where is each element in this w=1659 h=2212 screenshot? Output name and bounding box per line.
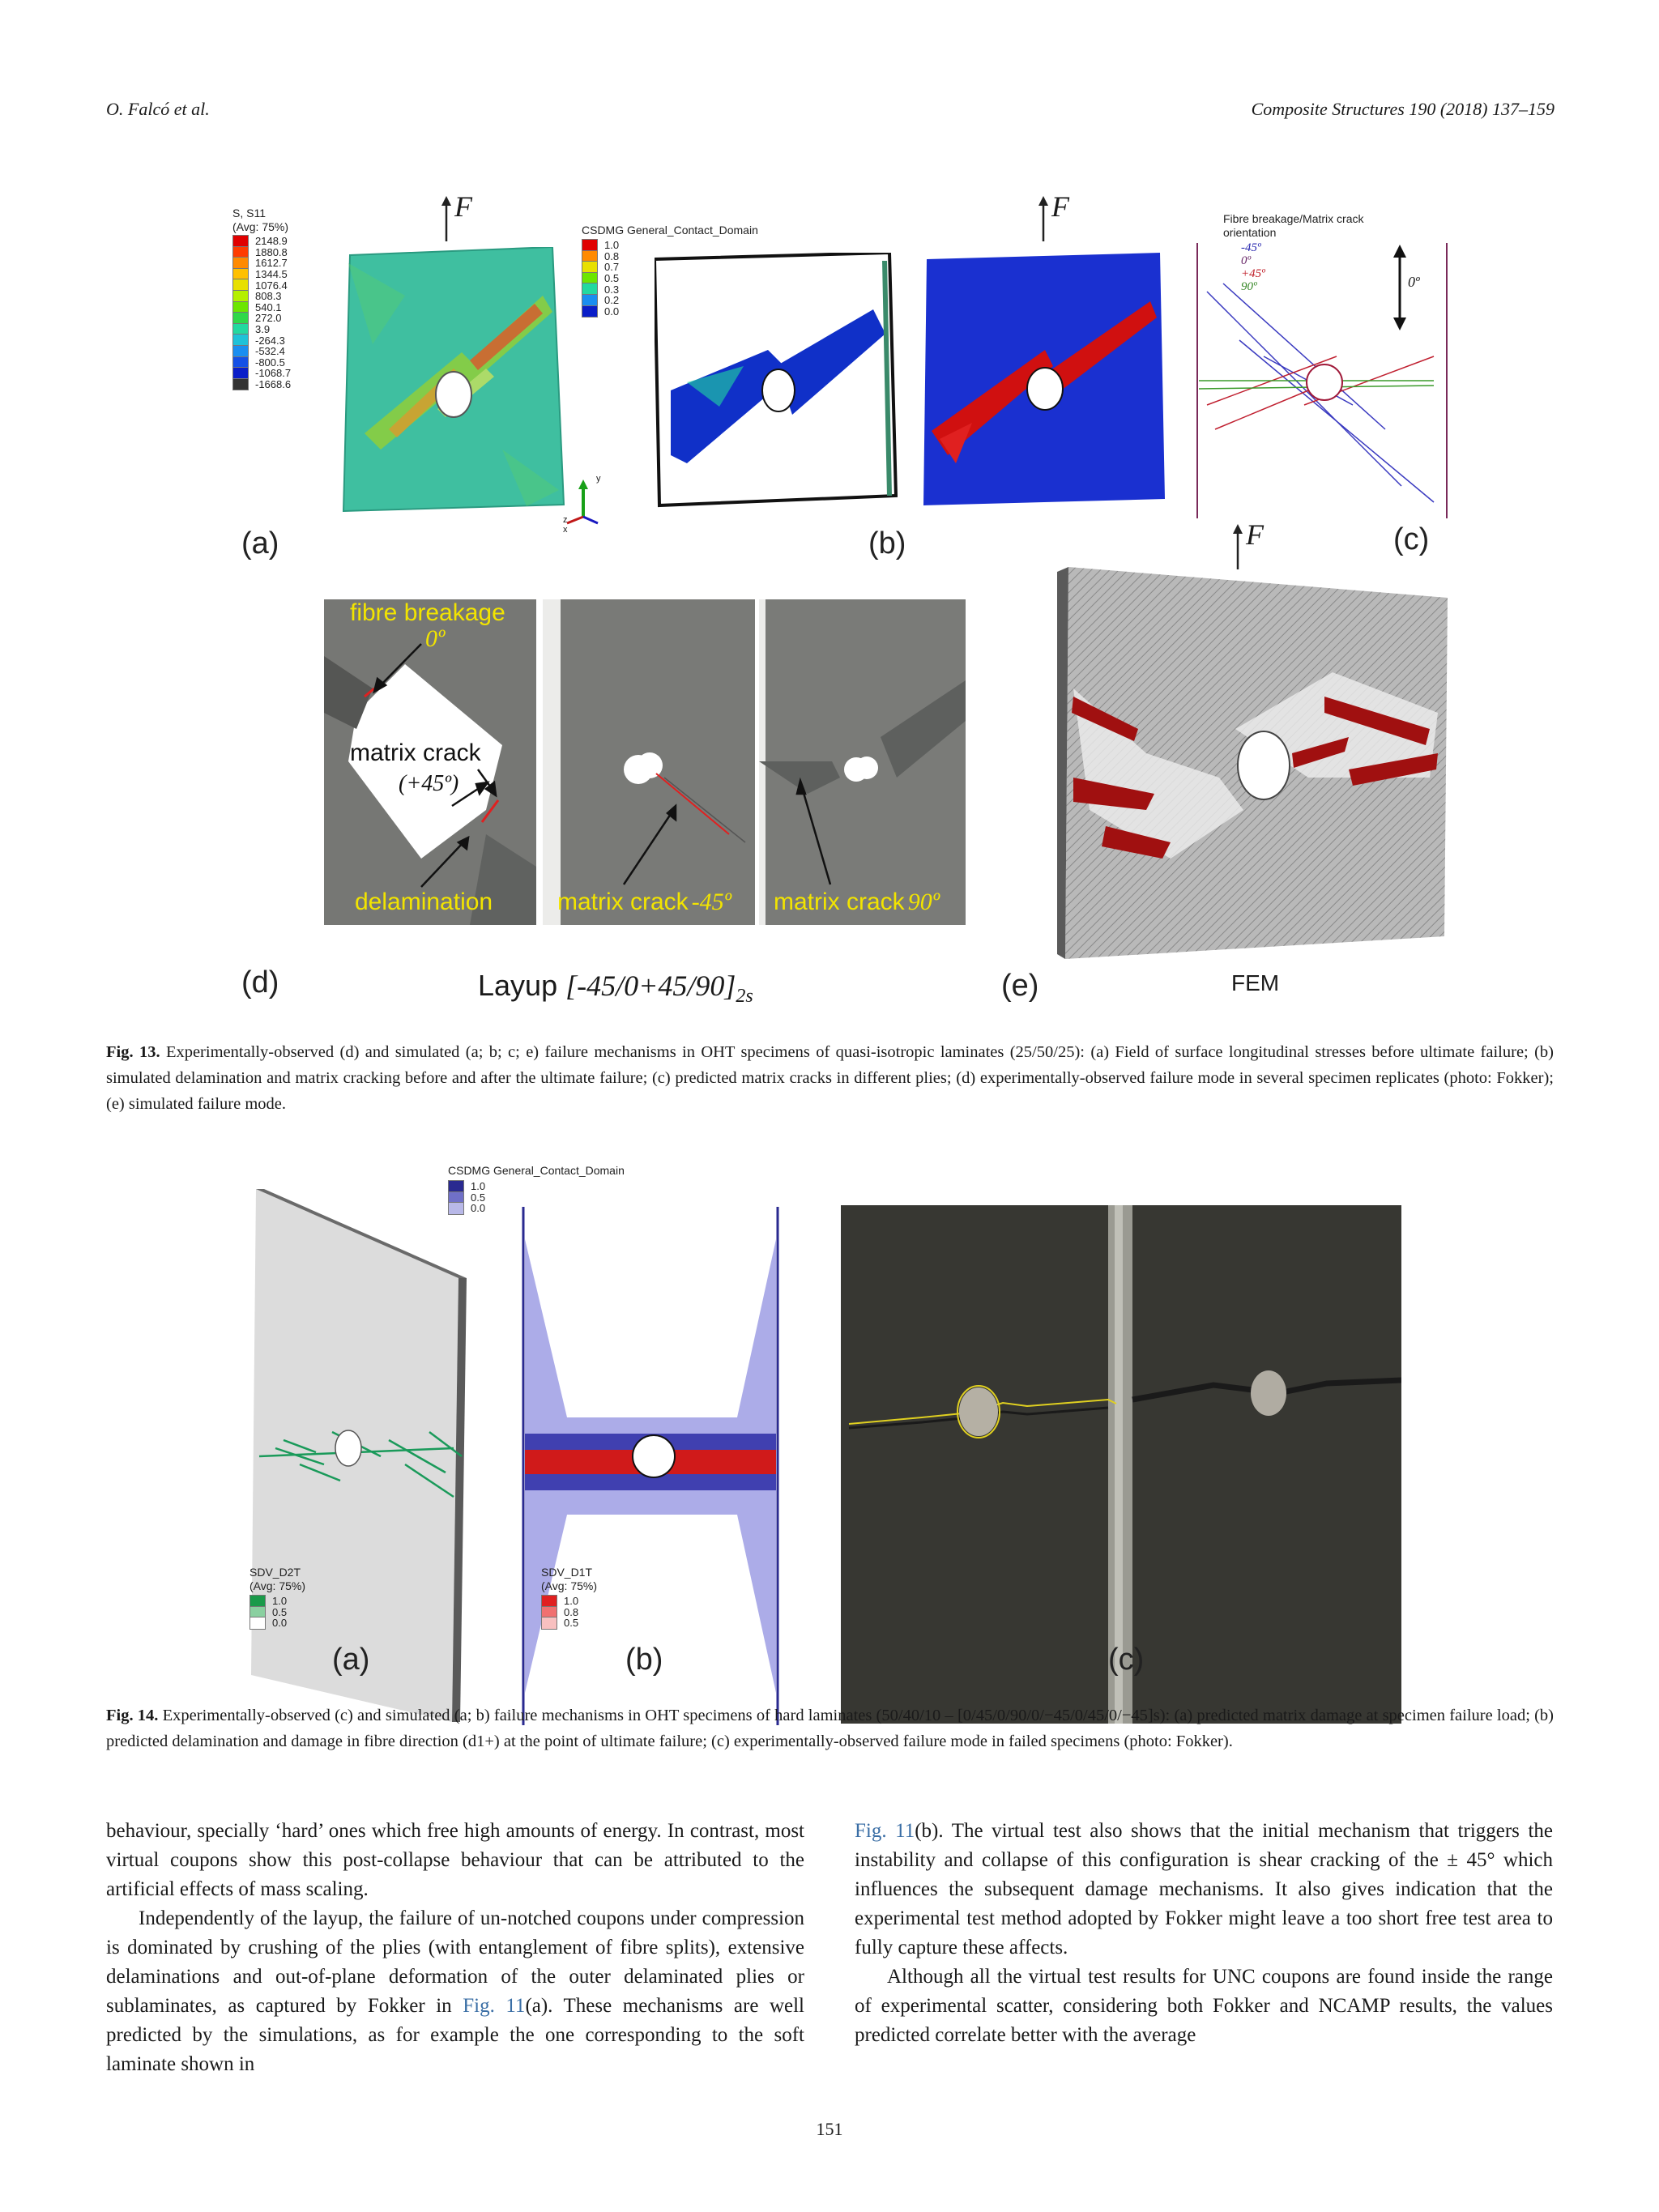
s11-legend-value: -532.4 [255, 345, 285, 358]
contact-legend-13-value: 0.3 [604, 283, 620, 296]
panel-b-after-failure-plate [923, 253, 1166, 510]
sdv-d1t-rows [541, 1596, 597, 1629]
contact-legend-14-value: 0.0 [471, 1202, 486, 1215]
layup-label [478, 969, 753, 1008]
fig11-link-right[interactable]: Fig. 11 [855, 1820, 915, 1842]
s11-legend-value: -800.5 [255, 356, 285, 369]
fig14-caption-label: Fig. 14. [106, 1707, 159, 1724]
orientation-legend-item: +45º [1241, 267, 1265, 280]
s11-legend-row [232, 269, 291, 280]
s11-legend-row [232, 302, 291, 313]
sdv-d1t-value: 0.8 [564, 1605, 579, 1618]
sdv-d1t-subtitle: (Avg: 75%) [541, 1579, 597, 1592]
fig13-label-b: (b) [868, 526, 906, 560]
sdv-d1t-legend [541, 1566, 597, 1629]
s11-legend-title: S, S11 [232, 207, 266, 219]
sdv-d2t-value: 1.0 [272, 1595, 288, 1608]
annotation-fibre-breakage-angle: 0º [425, 625, 446, 652]
contact-legend-14-value: 1.0 [471, 1180, 486, 1193]
s11-legend-rows [232, 236, 291, 390]
fig13-label-c: (c) [1393, 522, 1430, 556]
fig14-label-c: (c) [1108, 1643, 1145, 1677]
sdv-d2t-value: 0.0 [272, 1617, 288, 1630]
s11-legend-row [232, 368, 291, 379]
contact-legend-14-row [448, 1192, 625, 1204]
layup-prefix: Layup [478, 969, 566, 1002]
contact-legend-13-value: 0.0 [604, 305, 620, 318]
s11-legend-value: 1880.8 [255, 245, 288, 258]
layup-formula: [-45/0+45/90] [565, 970, 736, 1002]
sdv-d2t-title: SDV_D2T [249, 1566, 301, 1579]
fig14-caption [106, 1703, 1554, 1754]
contact-legend-13-value: 0.5 [604, 272, 620, 285]
s11-legend-value: 272.0 [255, 312, 282, 325]
s11-legend-row [232, 258, 291, 269]
s11-legend-value: 1344.5 [255, 268, 288, 281]
body-right-p1-text: (b). The virtual test also shows that the initial mechanism that triggers the instability and collapse of this configuration is shear cracking of the ± 45° which influences the subsequent damage mechanisms. It also gives indication that the experimental test method adopted by Fokker might leave a too short free test area to fully capture these affects. [855, 1820, 1554, 1958]
sdv-d1t-row [541, 1596, 597, 1607]
sdv-d2t-row [249, 1596, 305, 1607]
s11-legend-swatch [232, 378, 249, 391]
annotation-matrix-crack-90-text: matrix crack [774, 889, 905, 915]
fig13-label-e: (e) [1001, 969, 1039, 1003]
sdv-d1t-row [541, 1607, 597, 1618]
annotation-matrix-crack-plus45: matrix crack [350, 739, 481, 766]
s11-legend [232, 207, 291, 390]
s11-legend-row [232, 346, 291, 357]
s11-legend-value: -1668.6 [255, 378, 292, 391]
s11-legend-value: 1076.4 [255, 279, 288, 292]
orientation-legend-subtitle: orientation [1223, 226, 1277, 239]
sdv-d1t-row [541, 1617, 597, 1629]
sdv-d2t-row [249, 1607, 305, 1618]
panel-e-fem-plate [1057, 567, 1454, 964]
s11-legend-value: 3.9 [255, 323, 271, 336]
s11-legend-row [232, 379, 291, 390]
s11-legend-row [232, 335, 291, 346]
page-number: 151 [816, 2119, 843, 2139]
contact-legend-13-value: 1.0 [604, 239, 620, 252]
s11-legend-row [232, 279, 291, 291]
fig14-label-b: (b) [625, 1643, 663, 1677]
annotation-matrix-crack-plus45-angle: (+45º) [399, 771, 459, 796]
s11-legend-row [232, 247, 291, 258]
orientation-legend-item: 0º [1241, 254, 1252, 267]
fig13-caption-text: Experimentally-observed (d) and simulated (a; b; c; e) failure mechanisms in OHT specimens of quasi-isotropic laminates (25/50/25): (a) Field of surface longitudinal stresses before ultimate failure; (b) simulated delamination and matrix cracking before and after the ultimate failure; (c) predicted matrix cracks in different plies; (d) experimentally-observed failure mode in several specimen replicates (photo: Fokker); (e) simulated failure mode. [106, 1043, 1554, 1113]
contact-legend-13-value: 0.2 [604, 294, 620, 307]
axis-label-z: z [563, 515, 568, 525]
body-left-p2-part-b: (a). These mechanisms are well predicted by the simulations, as for example the one corresponding to the soft laminate shown in [106, 1995, 805, 2075]
panel-a-stress-plate [340, 247, 567, 514]
force-arrow-b [1038, 190, 1087, 247]
s11-legend-row [232, 357, 291, 369]
sdv-d2t-value: 0.5 [272, 1605, 288, 1618]
annotation-fibre-breakage: fibre breakage [350, 599, 505, 626]
body-left-paragraph-2 [106, 1904, 804, 2079]
sdv-d2t-swatch [249, 1617, 266, 1630]
sdv-d1t-value: 0.5 [564, 1617, 579, 1630]
layup-subscript: 2s [736, 986, 753, 1008]
contact-legend-14-value: 0.5 [471, 1191, 486, 1204]
force-label-a: F [454, 190, 472, 223]
force-arrow-a [441, 190, 490, 247]
s11-legend-subtitle: (Avg: 75%) [232, 220, 288, 233]
running-header-journal: Composite Structures 190 (2018) 137–159 [1251, 99, 1555, 119]
fig13-caption [106, 1039, 1554, 1117]
s11-legend-row [232, 324, 291, 335]
sdv-d2t-legend [249, 1566, 305, 1629]
fig14-caption-text: Experimentally-observed (c) and simulated (a; b) failure mechanisms in OHT specimens of hard laminates (50/40/10 – [0/45/0/90/0/−45/0/45/0/−45]s): (a) predicted matrix damage at specimen failure load; (b) predicted delamination and damage in fibre direction (d1+) at the point of ultimate failure; (c) experimentally-observed failure mode in failed specimens (photo: Fokker). [106, 1707, 1555, 1750]
force-label-e: F [1246, 518, 1264, 551]
axis-label-x: x [563, 525, 568, 535]
sdv-d1t-title: SDV_D1T [541, 1566, 593, 1579]
sdv-d1t-value: 1.0 [564, 1595, 579, 1608]
contact-legend-13-value: 0.7 [604, 261, 620, 274]
fig11-link-left[interactable]: Fig. 11 [463, 1995, 526, 2017]
figure-14 [0, 1134, 1659, 1798]
body-right-paragraph-1 [855, 1817, 1553, 1963]
fig13-label-a: (a) [241, 526, 279, 560]
body-left-column [106, 1817, 804, 2079]
orientation-legend-item: -45º [1241, 241, 1261, 254]
s11-legend-value: 808.3 [255, 290, 282, 303]
fig14-label-a: (a) [332, 1643, 370, 1677]
s11-legend-value: -1068.7 [255, 367, 292, 380]
s11-legend-row [232, 313, 291, 324]
fig13-caption-label: Fig. 13. [106, 1043, 160, 1061]
contact-legend-14-row [448, 1181, 625, 1192]
s11-legend-value: 1612.7 [255, 257, 288, 270]
fig13-label-d: (d) [241, 965, 279, 999]
s11-legend-row [232, 236, 291, 247]
photo-pointer-arrows [324, 599, 966, 925]
force-label-b: F [1051, 190, 1069, 223]
body-right-column [855, 1817, 1553, 2050]
fem-label: FEM [1231, 970, 1280, 995]
sdv-d2t-rows [249, 1596, 305, 1629]
orientation-legend-title: Fibre breakage/Matrix crack [1223, 212, 1364, 225]
s11-legend-row [232, 291, 291, 302]
s11-legend-value: 2148.9 [255, 235, 288, 248]
contact-legend-13-swatch [582, 305, 598, 318]
axis-label-y: y [596, 474, 601, 484]
contact-legend-13-value: 0.8 [604, 249, 620, 262]
annotation-matrix-crack-m45-text: matrix crack [557, 889, 689, 915]
contact-legend-13-row [582, 240, 758, 251]
sdv-d2t-row [249, 1617, 305, 1629]
annotation-delamination: delamination [355, 889, 493, 915]
sdv-d1t-swatch [541, 1617, 557, 1630]
body-left-paragraph-1: behaviour, specially ‘hard’ ones which free high amounts of energy. In contrast, most virtual coupons show this post-collapse behaviour that can be attributed to the artificial effects of mass scaling. [106, 1820, 804, 1900]
annotation-matrix-crack-m45-angle: -45º [691, 889, 731, 915]
body-right-paragraph-2: Although all the virtual test results for UNC coupons are found inside the range of experimental scatter, considering both Fokker and NCAMP results, the values predicted correlate better with the average [855, 1966, 1553, 2046]
panel-b-delamination-plate [655, 253, 898, 510]
s11-legend-value: -264.3 [255, 334, 285, 347]
contact-legend-13-title: CSDMG General_Contact_Domain [582, 224, 758, 237]
sdv-d2t-subtitle: (Avg: 75%) [249, 1579, 305, 1592]
body-left-p2-part-a: Independently of the layup, the failure of un-notched coupons under compression is dominated by crushing of the plies (with entanglement of fibre splits), extensive delaminations and out-of-plane deformation of the outer delaminated plies or sublaminates, as captured by Fokker in [106, 1907, 804, 2017]
annotation-matrix-crack-90-angle: 90º [907, 889, 940, 915]
contact-legend-14-title: CSDMG General_Contact_Domain [448, 1164, 625, 1177]
orientation-legend-item: 90º [1241, 280, 1257, 293]
s11-legend-value: 540.1 [255, 300, 282, 313]
running-header-authors: O. Falcó et al. [106, 99, 210, 119]
orientation-arrow-label: 0º [1408, 274, 1420, 290]
